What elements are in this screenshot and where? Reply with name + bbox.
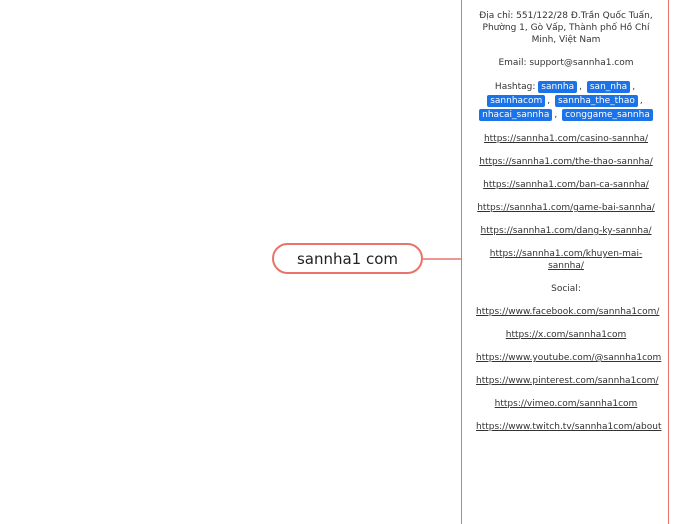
root-topic-node[interactable] xyxy=(272,243,423,274)
link-khuyen-mai[interactable]: https://sannha1.com/khuyen-mai-sannha/ xyxy=(489,249,643,271)
link-the-thao[interactable]: https://sannha1.com/the-thao-sannha/ xyxy=(479,157,653,167)
hashtag-tag[interactable]: san_nha xyxy=(587,81,630,93)
hashtag-list: Hashtag: sannha , san_nha , sannhacom , sannha_the_thao , nhacai_sannha , conggame_sannha xyxy=(474,80,658,122)
link-vimeo[interactable]: https://vimeo.com/sannha1com xyxy=(494,399,638,409)
address-text: Địa chỉ: 551/122/28 Đ.Trần Quốc Tuấn, Phường 1, Gò Vấp, Thành phố Hồ Chí Minh, Việt Nam xyxy=(479,11,653,45)
link-casino[interactable]: https://sannha1.com/casino-sannha/ xyxy=(483,134,649,144)
link-youtube[interactable]: https://www.youtube.com/@sannha1com xyxy=(476,353,662,363)
hashtag-tag[interactable]: sannha_the_thao xyxy=(555,95,638,107)
hashtag-label: Hashtag: xyxy=(494,82,536,92)
link-x[interactable]: https://x.com/sannha1com xyxy=(505,330,627,340)
link-facebook[interactable]: https://www.facebook.com/sannha1com/ xyxy=(476,307,660,317)
link-dang-ky[interactable]: https://sannha1.com/dang-ky-sannha/ xyxy=(480,226,652,236)
info-card xyxy=(461,0,669,524)
hashtag-tag[interactable]: nhacai_sannha xyxy=(479,109,552,121)
hashtag-tag[interactable]: conggame_sannha xyxy=(562,109,653,121)
social-label: Social: xyxy=(551,284,581,294)
link-ban-ca[interactable]: https://sannha1.com/ban-ca-sannha/ xyxy=(483,180,649,190)
hashtag-tag[interactable]: sannha xyxy=(538,81,577,93)
link-twitch[interactable]: https://www.twitch.tv/sannha1com/about xyxy=(476,422,662,432)
link-game-bai[interactable]: https://sannha1.com/game-bai-sannha/ xyxy=(477,203,655,213)
link-pinterest[interactable]: https://www.pinterest.com/sannha1com/ xyxy=(476,376,659,386)
hashtag-tag[interactable]: sannhacom xyxy=(487,95,545,107)
email-text: Email: support@sannha1.com xyxy=(498,58,634,68)
root-topic-label: sannha1 com xyxy=(296,249,399,268)
